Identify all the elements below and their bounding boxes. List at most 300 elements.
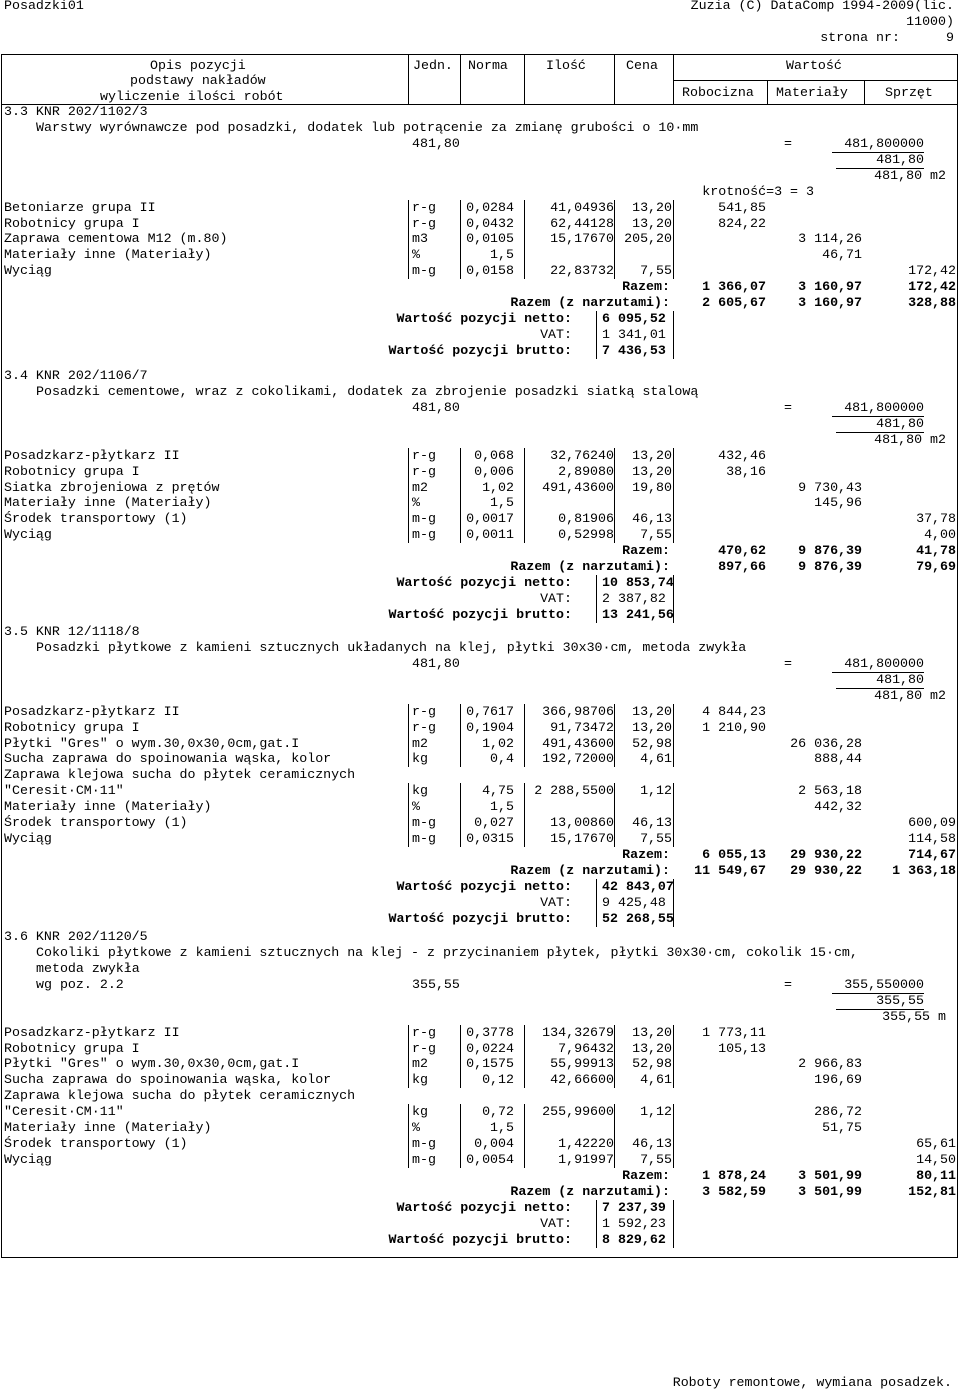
row-jedn: r-g — [412, 463, 436, 479]
table-row — [0, 480, 960, 496]
row-norma: 1,02 — [482, 479, 514, 495]
row-norma: 0,0284 — [466, 199, 514, 215]
sum-sprzet: 79,69 — [916, 559, 956, 575]
row-grid — [673, 815, 674, 831]
col-divider — [673, 54, 674, 104]
table-row — [0, 1088, 960, 1104]
row-grid — [460, 1104, 461, 1120]
value-vat-label: VAT: — [540, 894, 572, 910]
row-opis: Sucha zaprawa do spoinowania wąska, kolor — [4, 751, 332, 767]
row-opis: Materiały inne (Materiały) — [4, 799, 212, 815]
row-jedn: r-g — [412, 1024, 436, 1040]
value-vat-row — [0, 591, 960, 607]
row-jedn: m-g — [412, 527, 436, 543]
row-grid — [614, 783, 615, 799]
row-materialy: 286,72 — [814, 1104, 862, 1120]
row-cena: 4,61 — [640, 751, 672, 767]
sum-box-line — [596, 1216, 597, 1232]
row-ilosc: 491,43600 — [542, 479, 614, 495]
row-grid — [460, 216, 461, 232]
col-ilosc: Ilość — [546, 58, 586, 73]
row-grid — [408, 448, 409, 464]
table-row — [0, 1152, 960, 1168]
table-row — [0, 736, 960, 752]
row-cena: 4,61 — [640, 1072, 672, 1088]
value-netto: 7 237,39 — [602, 1199, 666, 1215]
row-cena: 46,13 — [632, 511, 672, 527]
row-ilosc: 192,72000 — [542, 751, 614, 767]
row-grid — [460, 495, 461, 511]
row-ilosc: 2,89080 — [558, 463, 614, 479]
sum-box-line — [673, 879, 674, 895]
row-norma: 0,0315 — [466, 831, 514, 847]
row-ilosc: 1,42220 — [558, 1136, 614, 1152]
row-grid — [408, 511, 409, 527]
row-grid — [408, 216, 409, 232]
row-norma: 0,068 — [474, 447, 514, 463]
row-ilosc: 42,66600 — [550, 1072, 614, 1088]
qty-equals: = — [784, 655, 792, 671]
row-opis: Materiały inne (Materiały) — [4, 495, 212, 511]
row-sprzet: 14,50 — [916, 1152, 956, 1167]
sum-materialy: 3 501,99 — [798, 1183, 862, 1199]
footer-text: Roboty remontowe, wymiana posadzek. — [672, 1375, 952, 1390]
value-brutto-row — [0, 911, 960, 927]
row-opis: Środek transportowy (1) — [4, 511, 188, 527]
row-materialy: 3 114,26 — [798, 231, 862, 247]
row-grid — [408, 783, 409, 799]
row-ilosc: 15,17670 — [550, 231, 614, 247]
row-opis: Zaprawa klejowa sucha do płytek ceramicznych — [4, 1088, 356, 1104]
value-brutto: 52 268,55 — [602, 910, 674, 926]
sum-materialy: 9 876,39 — [798, 543, 862, 559]
row-cena: 19,80 — [632, 479, 672, 495]
sum-materialy: 29 930,22 — [790, 847, 862, 862]
sum-row — [0, 543, 960, 559]
row-materialy: 145,96 — [814, 495, 862, 511]
row-opis: Sucha zaprawa do spoinowania wąska, kolor — [4, 1072, 332, 1088]
sum-materialy: 3 160,97 — [798, 295, 862, 311]
row-norma: 0,0054 — [466, 1152, 514, 1167]
row-ilosc: 13,00860 — [550, 815, 614, 831]
row-jedn: kg — [412, 1104, 428, 1120]
row-grid — [614, 200, 615, 216]
row-grid — [614, 247, 615, 263]
row-grid — [460, 464, 461, 480]
row-robocizna: 38,16 — [726, 463, 766, 479]
sum-label: Razem (z narzutami): — [510, 295, 670, 311]
row-grid — [460, 527, 461, 543]
value-vat-row — [0, 327, 960, 343]
row-jedn: m-g — [412, 1152, 436, 1167]
row-norma: 0,12 — [482, 1072, 514, 1088]
table-row — [0, 704, 960, 720]
sum-with-overheads-row — [0, 1184, 960, 1200]
value-netto-row — [0, 575, 960, 591]
sum-sprzet: 172,42 — [908, 279, 956, 295]
row-grid — [614, 736, 615, 752]
sum-box-line — [673, 591, 674, 607]
row-grid — [524, 200, 525, 216]
sum-robocizna: 897,66 — [718, 559, 766, 575]
row-grid — [460, 1136, 461, 1152]
row-grid — [408, 1152, 409, 1168]
row-grid — [673, 1056, 674, 1072]
row-opis: Robotnicy grupa I — [4, 463, 140, 479]
row-grid — [408, 1041, 409, 1057]
row-norma: 1,02 — [482, 735, 514, 751]
row-grid — [673, 831, 674, 847]
row-cena: 7,55 — [640, 263, 672, 279]
row-grid — [460, 831, 461, 847]
row-grid — [408, 1136, 409, 1152]
row-grid — [673, 247, 674, 263]
sum-box-line — [596, 327, 597, 343]
row-grid — [673, 527, 674, 543]
row-grid — [673, 704, 674, 720]
row-grid — [460, 231, 461, 247]
row-opis: Zaprawa cementowa M12 (m.80) — [4, 231, 228, 247]
row-jedn: m-g — [412, 511, 436, 527]
row-ilosc: 0,81906 — [558, 511, 614, 527]
row-grid — [614, 495, 615, 511]
row-ilosc: 22,83732 — [550, 263, 614, 279]
position-description: Warstwy wyrównawcze pod posadzki, dodatek lub potrącenie za zmianę grubości o 10·mm — [36, 119, 699, 135]
row-sprzet: 65,61 — [916, 1136, 956, 1152]
row-grid — [460, 720, 461, 736]
value-vat: 1 592,23 — [602, 1215, 666, 1231]
row-grid — [460, 736, 461, 752]
row-grid — [673, 1136, 674, 1152]
row-jedn: kg — [412, 783, 428, 799]
sum-materialy: 29 930,22 — [790, 862, 862, 878]
row-opis: Zaprawa klejowa sucha do płytek ceramicznych — [4, 767, 356, 783]
position-code: 3.3 KNR 202/1102/3 — [4, 104, 148, 119]
row-grid — [614, 511, 615, 527]
row-grid — [460, 480, 461, 496]
value-vat-label: VAT: — [540, 327, 572, 342]
row-grid — [524, 480, 525, 496]
sum-sprzet: 41,78 — [916, 543, 956, 559]
qty-expression: 481,80 — [412, 655, 460, 671]
row-ilosc: 491,43600 — [542, 735, 614, 751]
row-grid — [524, 247, 525, 263]
sum-box-line — [596, 607, 597, 623]
row-materialy: 51,75 — [822, 1120, 862, 1136]
row-grid — [524, 799, 525, 815]
sum-box-line — [596, 343, 597, 359]
row-grid — [673, 495, 674, 511]
row-grid — [614, 1152, 615, 1168]
row-cena: 13,20 — [632, 447, 672, 463]
table-row — [0, 1104, 960, 1120]
row-grid — [408, 736, 409, 752]
row-jedn: kg — [412, 751, 428, 767]
row-grid — [614, 831, 615, 847]
row-opis: Posadzkarz-płytkarz II — [4, 703, 180, 719]
row-grid — [460, 815, 461, 831]
row-robocizna: 1 210,90 — [702, 719, 766, 735]
table-row — [0, 247, 960, 263]
row-grid — [408, 1072, 409, 1088]
row-jedn: % — [412, 495, 420, 511]
row-opis: Betoniarze grupa II — [4, 199, 156, 215]
value-netto-label: Wartość pozycji netto: — [396, 878, 572, 894]
sum-box-line — [596, 311, 597, 327]
row-grid — [408, 1056, 409, 1072]
sum-box-line — [596, 911, 597, 927]
row-robocizna: 432,46 — [718, 447, 766, 463]
value-netto: 42 843,07 — [602, 878, 674, 894]
row-jedn: m-g — [412, 263, 436, 279]
table-row — [0, 527, 960, 543]
col-robocizna: Robocizna — [682, 85, 754, 100]
sum-with-overheads-row — [0, 863, 960, 879]
row-norma: 0,4 — [490, 751, 514, 767]
row-norma: 0,0017 — [466, 511, 514, 527]
row-robocizna: 824,22 — [718, 215, 766, 231]
qty-result: 481,800000 — [832, 136, 924, 153]
row-ilosc: 91,73472 — [550, 719, 614, 735]
position-description: metoda zwykła — [36, 960, 140, 976]
table-row — [0, 495, 960, 511]
row-norma: 1,5 — [490, 1120, 514, 1136]
col-divider — [767, 80, 768, 104]
table-row — [0, 464, 960, 480]
col-divider — [614, 54, 615, 104]
row-norma: 0,006 — [474, 463, 514, 479]
sum-label: Razem: — [622, 847, 670, 862]
page-header — [0, 0, 960, 45]
row-grid — [673, 216, 674, 232]
row-sprzet: 114,58 — [908, 831, 956, 847]
row-robocizna: 1 773,11 — [702, 1024, 766, 1040]
sum-box-line — [596, 591, 597, 607]
row-jedn: r-g — [412, 199, 436, 215]
row-grid — [524, 720, 525, 736]
row-jedn: m-g — [412, 815, 436, 831]
row-grid — [524, 1120, 525, 1136]
row-ilosc: 32,76240 — [550, 447, 614, 463]
row-grid — [408, 1025, 409, 1041]
row-jedn: m2 — [412, 479, 428, 495]
row-grid — [524, 464, 525, 480]
row-grid — [460, 448, 461, 464]
row-grid — [614, 216, 615, 232]
row-opis: Robotnicy grupa I — [4, 1040, 140, 1056]
row-materialy: 442,32 — [814, 799, 862, 815]
row-grid — [673, 464, 674, 480]
qty-line: 481,80 m2 — [874, 687, 946, 703]
row-grid — [614, 1120, 615, 1136]
row-grid — [673, 1152, 674, 1168]
value-brutto-label: Wartość pozycji brutto: — [388, 910, 572, 926]
copyright: Zuzia (C) DataComp 1994-2009(lic. — [690, 0, 954, 13]
table-row — [0, 815, 960, 831]
row-opis: Płytki "Gres" o wym.30,0x30,0cm,gat.I — [4, 1056, 300, 1072]
sum-box-line — [596, 1200, 597, 1216]
page-number: 9 — [946, 30, 954, 45]
value-netto-row — [0, 1200, 960, 1216]
row-grid — [408, 464, 409, 480]
row-sprzet: 600,09 — [908, 815, 956, 831]
row-grid — [460, 1056, 461, 1072]
row-materialy: 46,71 — [822, 247, 862, 263]
row-grid — [673, 799, 674, 815]
row-sprzet: 172,42 — [908, 263, 956, 279]
row-ilosc: 134,32679 — [542, 1024, 614, 1040]
row-grid — [524, 1056, 525, 1072]
row-ilosc: 7,96432 — [558, 1040, 614, 1056]
row-jedn: m-g — [412, 1136, 436, 1152]
sum-with-overheads-row — [0, 559, 960, 575]
sum-box-line — [673, 895, 674, 911]
row-grid — [524, 736, 525, 752]
row-opis: Wyciąg — [4, 263, 52, 279]
value-netto-label: Wartość pozycji netto: — [396, 1199, 572, 1215]
sum-sprzet: 80,11 — [916, 1168, 956, 1183]
row-grid — [408, 495, 409, 511]
row-opis: "Ceresit·CM·11" — [4, 783, 124, 799]
row-opis: Posadzkarz-płytkarz II — [4, 447, 180, 463]
col-opis-1: Opis pozycji — [150, 58, 246, 73]
row-grid — [673, 1120, 674, 1136]
sum-materialy: 3 160,97 — [798, 279, 862, 295]
sum-label: Razem (z narzutami): — [510, 559, 670, 575]
row-grid — [524, 831, 525, 847]
sum-sprzet: 714,67 — [908, 847, 956, 862]
sum-label: Razem (z narzutami): — [510, 1183, 670, 1199]
row-grid — [673, 200, 674, 216]
sum-label: Razem: — [622, 279, 670, 295]
row-grid — [614, 720, 615, 736]
row-opis: Wyciąg — [4, 831, 52, 847]
value-vat-row — [0, 1216, 960, 1232]
row-materialy: 888,44 — [814, 751, 862, 767]
table-row — [0, 263, 960, 279]
qty-line: 355,55 — [836, 993, 924, 1010]
sum-box-line — [673, 607, 674, 623]
value-vat-label: VAT: — [540, 1215, 572, 1231]
row-grid — [524, 511, 525, 527]
value-brutto-label: Wartość pozycji brutto: — [388, 1231, 572, 1247]
row-grid — [614, 1072, 615, 1088]
qty-equals: = — [784, 135, 792, 151]
col-divider — [864, 80, 865, 104]
row-cena: 13,20 — [632, 1024, 672, 1040]
row-norma: 0,027 — [474, 815, 514, 831]
row-grid — [408, 480, 409, 496]
table-row — [0, 448, 960, 464]
table-row — [0, 216, 960, 232]
value-vat: 2 387,82 — [602, 591, 666, 606]
sum-box-line — [673, 1232, 674, 1248]
table-row — [0, 783, 960, 799]
qty-equals: = — [784, 399, 792, 415]
row-ilosc: 1,91997 — [558, 1152, 614, 1167]
row-cena: 13,20 — [632, 463, 672, 479]
row-grid — [524, 231, 525, 247]
row-ilosc: 15,17670 — [550, 831, 614, 847]
row-grid — [673, 448, 674, 464]
row-grid — [524, 448, 525, 464]
sum-box-line — [596, 879, 597, 895]
sum-sprzet: 1 363,18 — [892, 862, 956, 878]
value-vat: 9 425,48 — [602, 894, 666, 910]
row-grid — [524, 704, 525, 720]
row-cena: 52,98 — [632, 1056, 672, 1072]
table-row — [0, 1136, 960, 1152]
row-opis: Siatka zbrojeniowa z prętów — [4, 479, 220, 495]
row-opis: Robotnicy grupa I — [4, 719, 140, 735]
sum-box-line — [673, 1216, 674, 1232]
table-row — [0, 799, 960, 815]
row-grid — [614, 1025, 615, 1041]
row-norma: 0,7617 — [466, 703, 514, 719]
row-grid — [408, 200, 409, 216]
row-grid — [614, 231, 615, 247]
row-robocizna: 541,85 — [718, 199, 766, 215]
row-grid — [614, 1056, 615, 1072]
col-opis-2: podstawy nakładów — [130, 73, 266, 88]
row-jedn: % — [412, 1120, 420, 1136]
row-norma: 0,3778 — [466, 1024, 514, 1040]
row-grid — [408, 1104, 409, 1120]
table-row — [0, 720, 960, 736]
sum-robocizna: 1 366,07 — [702, 279, 766, 295]
sum-box-line — [596, 895, 597, 911]
value-netto: 6 095,52 — [602, 311, 666, 327]
value-brutto-row — [0, 607, 960, 623]
row-cena: 7,55 — [640, 1152, 672, 1167]
sum-box-line — [673, 343, 674, 359]
sum-row — [0, 1168, 960, 1184]
qty-expression: 481,80 — [412, 135, 460, 151]
page-label: strona nr: — [820, 30, 900, 45]
row-grid — [673, 720, 674, 736]
row-materialy: 9 730,43 — [798, 479, 862, 495]
row-norma: 0,004 — [474, 1136, 514, 1152]
value-brutto-label: Wartość pozycji brutto: — [388, 606, 572, 622]
sum-label: Razem: — [622, 1168, 670, 1183]
value-brutto: 7 436,53 — [602, 343, 666, 358]
row-grid — [524, 263, 525, 279]
row-cena: 52,98 — [632, 735, 672, 751]
row-grid — [614, 464, 615, 480]
table-row — [0, 1041, 960, 1057]
value-vat-row — [0, 895, 960, 911]
row-grid — [673, 263, 674, 279]
position-code: 3.6 KNR 202/1120/5 — [4, 929, 148, 944]
col-norma: Norma — [468, 58, 508, 73]
row-cena: 1,12 — [640, 1104, 672, 1120]
sum-robocizna: 2 605,67 — [702, 295, 766, 311]
row-cena: 46,13 — [632, 815, 672, 831]
row-robocizna: 105,13 — [718, 1040, 766, 1056]
row-grid — [460, 247, 461, 263]
sum-box-line — [673, 327, 674, 343]
row-grid — [614, 448, 615, 464]
row-norma: 4,75 — [482, 783, 514, 799]
row-grid — [673, 1041, 674, 1057]
sum-robocizna: 6 055,13 — [702, 847, 766, 862]
col-materialy: Materiały — [776, 85, 848, 100]
row-sprzet: 4,00 — [924, 527, 956, 543]
qty-expression: 355,55 — [412, 976, 460, 992]
row-grid — [408, 815, 409, 831]
row-jedn: % — [412, 247, 420, 263]
row-grid — [460, 799, 461, 815]
